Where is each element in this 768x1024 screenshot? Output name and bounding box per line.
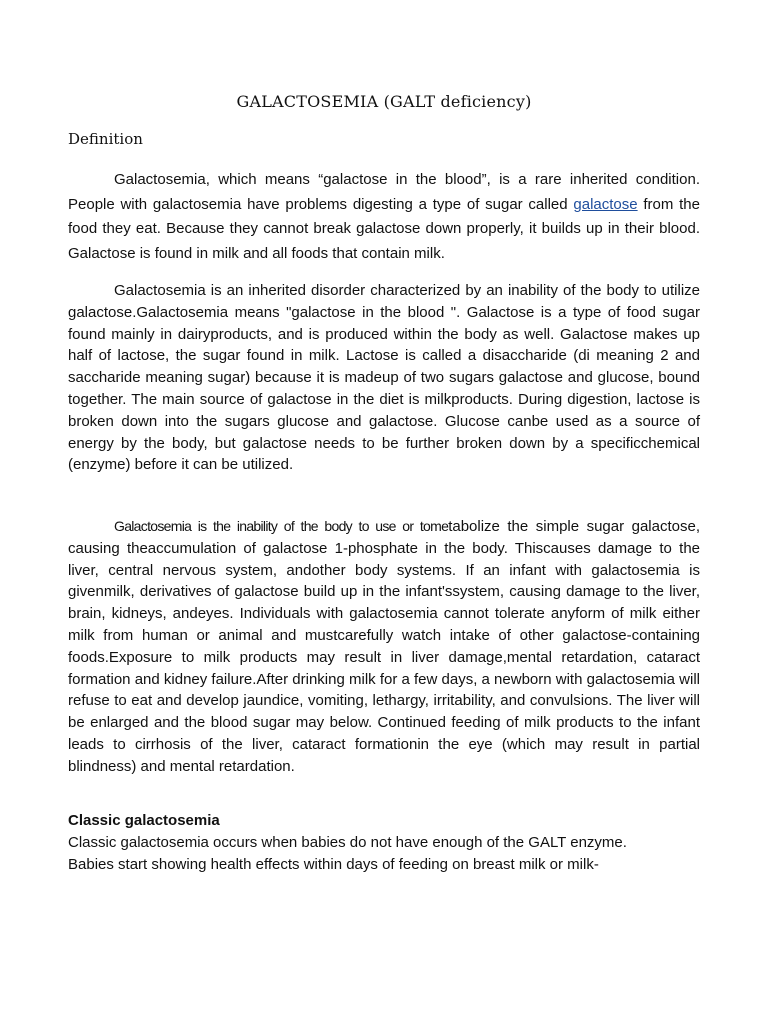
inability-paragraph	[68, 516, 700, 778]
paragraph-text: Galactosemia, which means “galactose in the blood”, is a rare inherited condition. People with galactosemia have problems digesting a type of sugar called	[68, 171, 700, 213]
document-title: GALACTOSEMIA (GALT deficiency)	[236, 92, 532, 111]
paragraph-text: Galactosemia is the inability of the body to use or tome	[114, 518, 449, 534]
classic-text-line: Babies start showing health effects within days of feeding on breast milk or milk-	[68, 856, 599, 873]
inherited-disorder-paragraph: Galactosemia is an inherited disorder characterized by an inability of the body to utilize galactose.Galactosemia means "galactose in the blood ". Galactose is a type of food sugar found mainly in dairyproducts, and is produced within the body as well. Galactose makes up half of lactose, the sugar found in milk. Lactose is called a disaccharide (di meaning 2 and saccharide meaning sugar) because it is madeup of two sugars galactose and glucose, bound together. The main source of galactose in the diet is milkproducts. During digestion, lactose is broken down into the sugars glucose and galactose. Glucose canbe used as a source of energy by the body, but galactose needs to be further broken down by a specificchemical (enzyme) before it can be utilized.	[68, 282, 700, 474]
definition-paragraph	[68, 168, 700, 266]
classic-galactosemia-heading: Classic galactosemia	[68, 812, 220, 829]
paragraph-text: tabolize the simple sugar galactose, causing theaccumulation of galactose 1-phosphate in the body. Thiscauses damage to the liver, central nervous system, andother body systems. If an infant with galactosemia is givenmilk, derivatives of galactose build up in the infant'ssystem, causing damage to the liver, brain, kidneys, andeyes. Individuals with galactosemia cannot tolerate anyform of milk either milk from human or animal and mustcarefully watch intake of other galactose-containing foods.Exposure to milk products may result in liver damage,mental retardation, cataract formation and kidney failure.After drinking milk for a few days, a newborn with galactosemia will refuse to eat and develop jaundice, vomiting, lethargy, irritability, and convulsions. The liver will be enlarged and the blood sugar may below. Continued feeding of milk products to the infant leads to cirrhosis of the liver, cataract formationin the eye (which may result in partial blindness) and mental retardation.	[68, 518, 700, 775]
galactose-link[interactable]: galactose	[573, 195, 638, 213]
definition-heading: Definition	[68, 130, 143, 148]
paragraph-text: from the food they eat. Because they cannot break galactose down properly, it builds up in their blood. Galactose is found in milk and all foods that contain milk.	[68, 195, 700, 262]
classic-text-line: Classic galactosemia occurs when babies do not have enough of the GALT enzyme.	[68, 834, 627, 851]
